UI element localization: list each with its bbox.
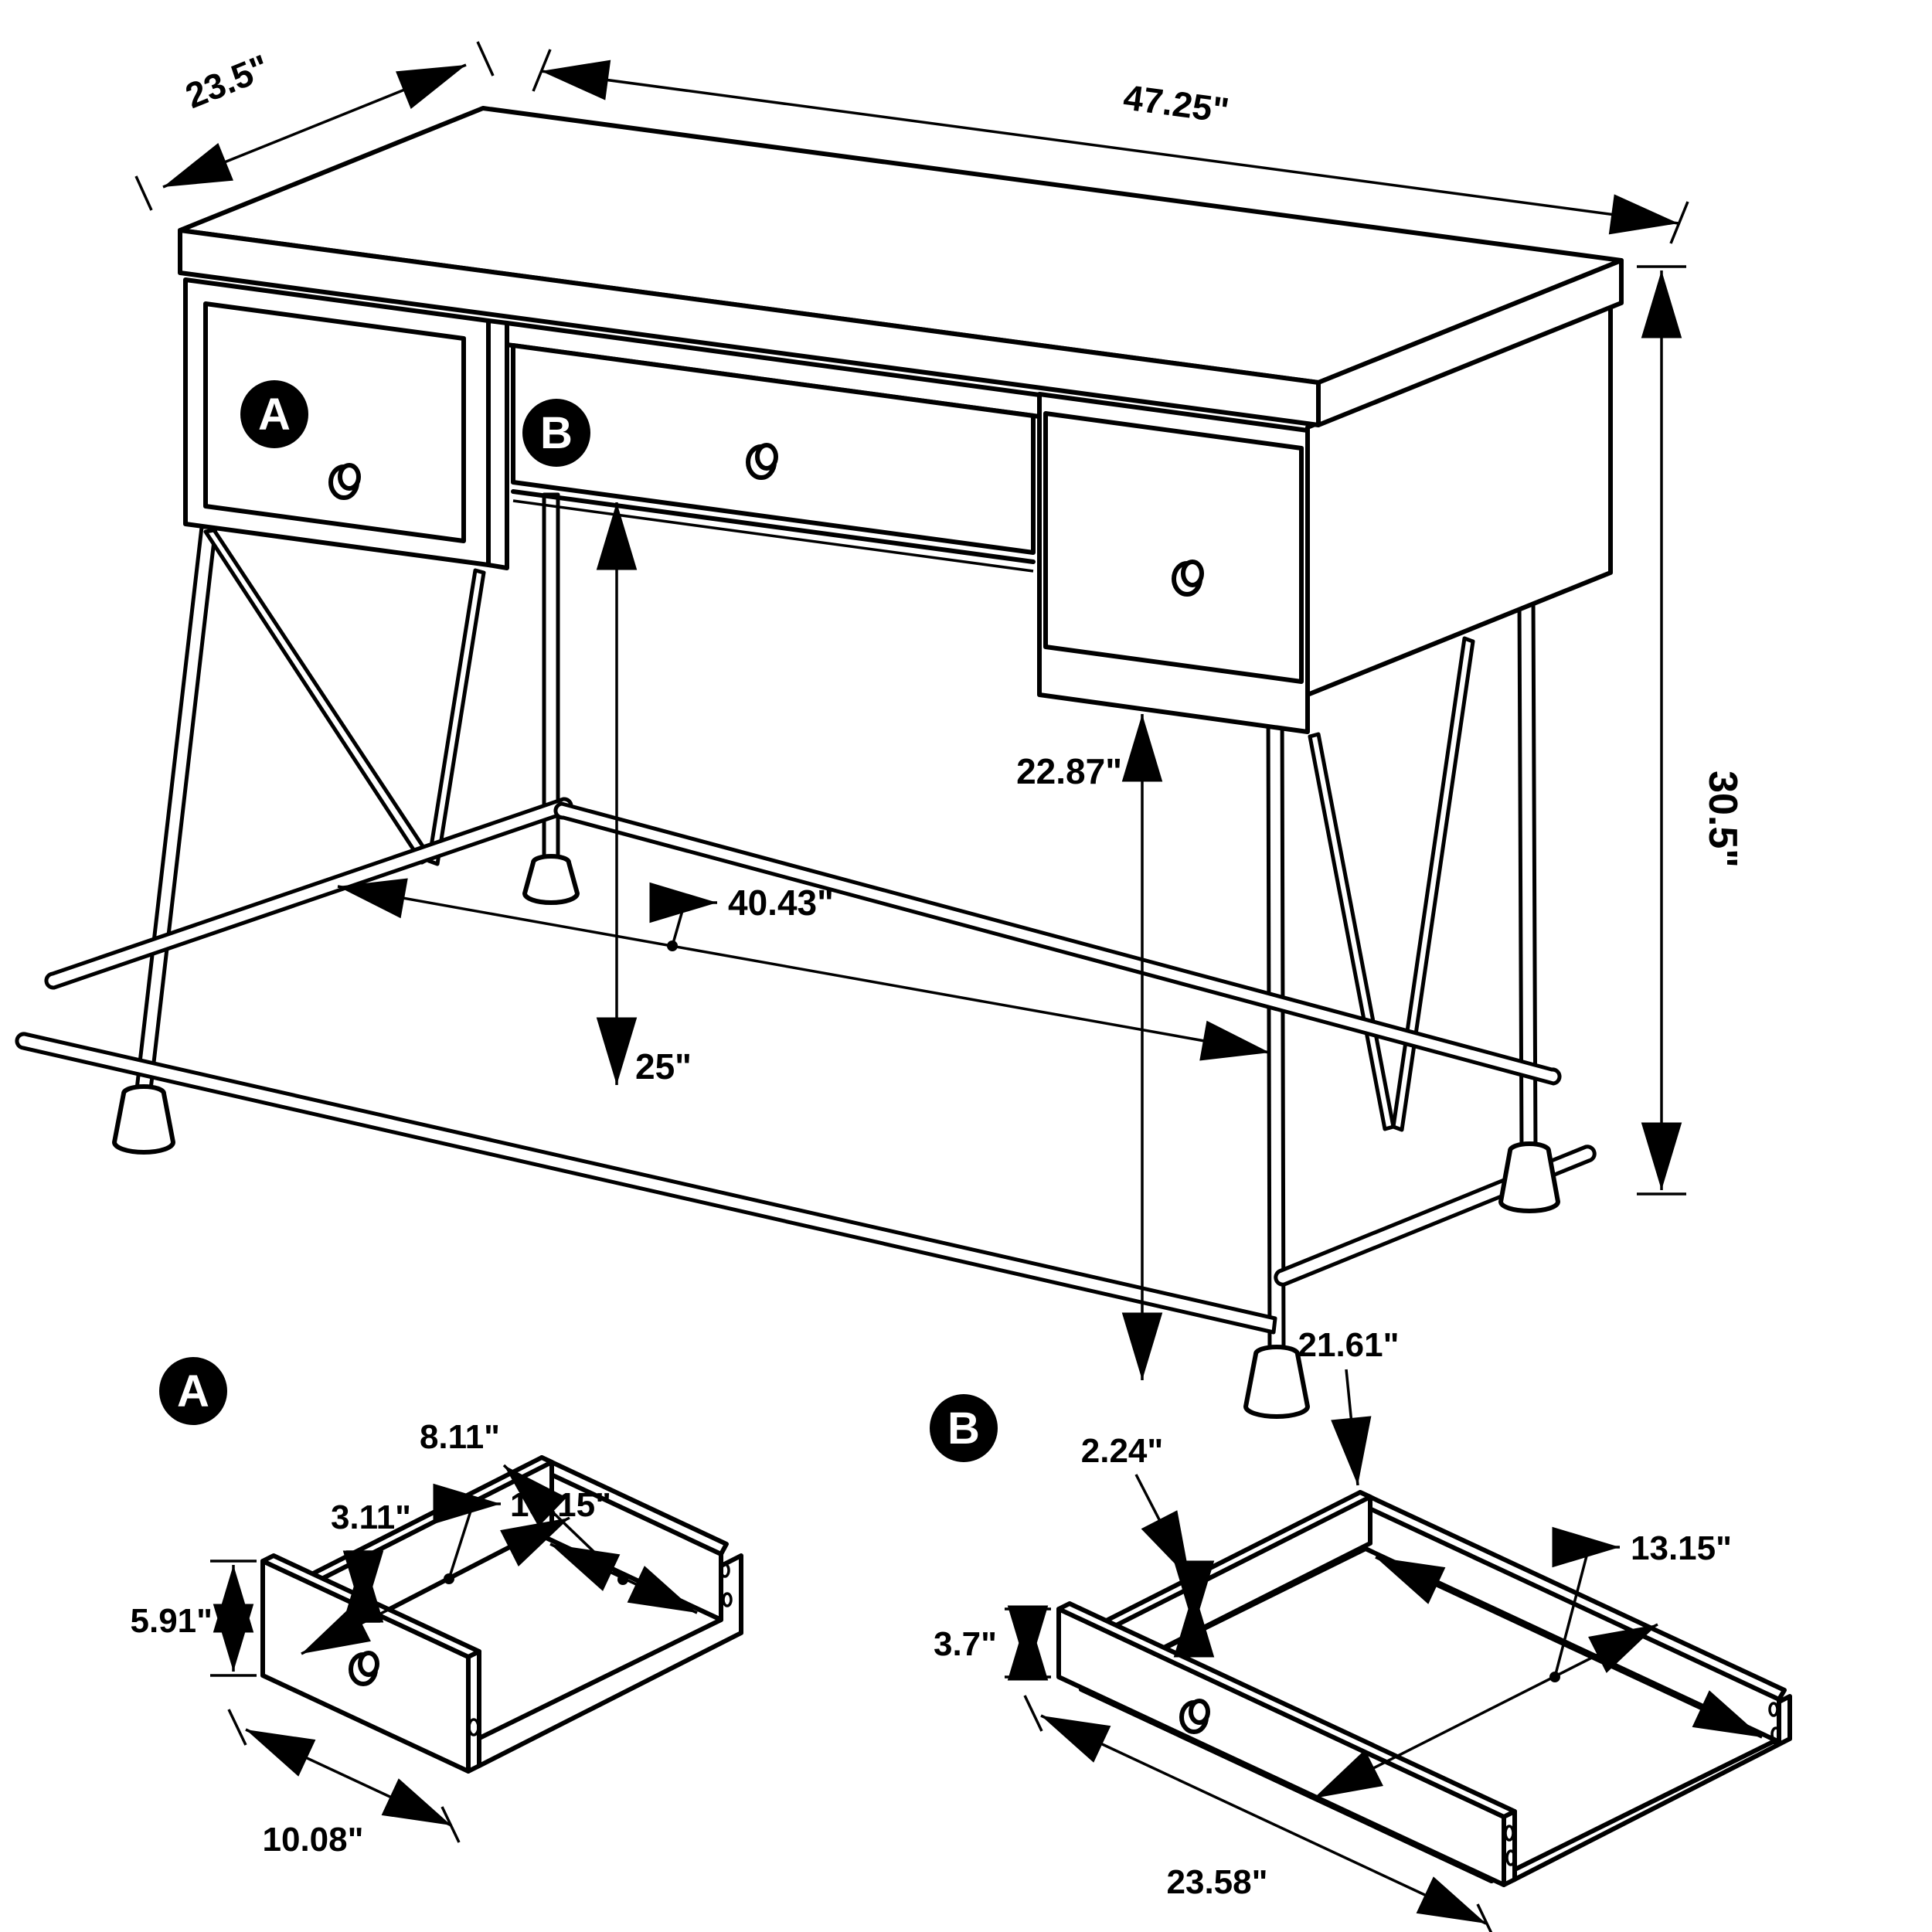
b-dim-inner-width-label: 21.61" [1298,1326,1400,1364]
drawer-b-badge-letter: B [540,408,573,458]
right-drawer-front [1046,413,1301,682]
a-dim-front-height [131,1561,257,1675]
drawer-a-badge [240,380,308,448]
a-dim-inner-depth-label: 13.15" [510,1486,611,1524]
detail-a-badge [159,1357,227,1425]
b-dim-front-height [934,1609,1051,1677]
detail-b-badge [930,1394,998,1462]
dim-drawer-bottom-label: 22.87" [1016,751,1122,791]
dim-leg-span-label: 40.43" [728,883,834,923]
dim-knee [617,502,692,1087]
detail-a-badge-letter: A [177,1366,209,1417]
b-dim-front-height-label: 3.7" [933,1625,997,1663]
detail-b-badge-letter: B [947,1403,980,1454]
back-left-foot [525,856,577,903]
b-front-panel-return [1504,1811,1515,1885]
a-dim-inner-height-label: 3.11" [330,1498,412,1536]
b-dim-inner-height-label: 2.24" [1080,1432,1164,1470]
front-right-leg [1268,699,1284,1357]
left-side-stretcher [46,799,571,988]
a-front-panel-return [468,1651,479,1771]
front-left-foot [114,1087,173,1152]
drawer-a-badge-letter: A [258,389,291,440]
stretcher-tubes [17,799,1594,1332]
a-dim-inner-width-label: 8.11" [419,1418,501,1456]
right-v-brace-front-bar [1310,734,1393,1129]
main-desk-view [17,42,1745,1417]
a-dim-front-width-label: 10.08" [262,1821,364,1859]
dim-depth-label: 23.5" [179,46,275,117]
detail-b-view [930,1326,1790,1932]
dim-knee-label: 25" [635,1046,692,1087]
detail-a-view [131,1357,742,1859]
back-stretcher [556,804,1560,1083]
b-dim-inner-depth-label: 13.15" [1631,1529,1732,1567]
front-left-leg [136,527,216,1096]
left-v-brace-back-bar [429,570,484,864]
drawer-b-badge [522,399,590,467]
dim-height-label: 30.5" [1700,770,1745,868]
left-v-brace-front-bar [206,530,430,862]
stile-a-b [488,321,507,568]
a-dim-front-height-label: 5.91" [130,1602,213,1640]
dim-height [1637,267,1745,1194]
dim-width-label: 47.25" [1121,77,1232,131]
b-dim-front-width-label: 23.58" [1166,1863,1268,1901]
back-right-foot [1501,1144,1558,1211]
